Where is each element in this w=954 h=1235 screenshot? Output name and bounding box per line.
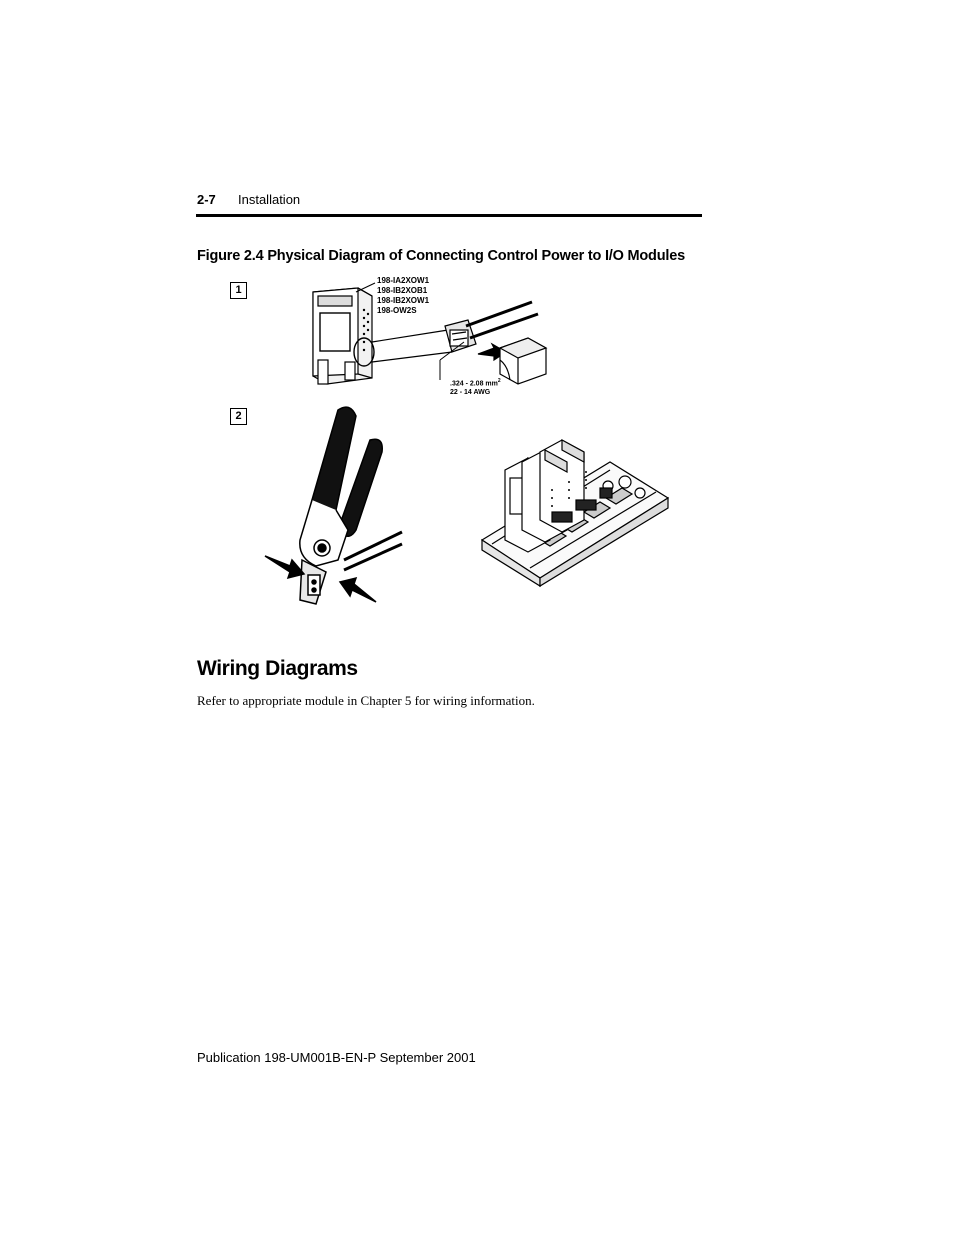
io-rack-drawing [482,440,668,586]
crimp-tool-drawing [265,407,402,604]
wire-size-awg: 22 - 14 AWG [450,389,491,397]
wire-size-mm-superscript: 2 [497,378,501,384]
model-number: 198-OW2S [377,306,417,315]
section-body-text: Refer to appropriate module in Chapter 5 for wiring information. [197,693,535,708]
model-number: 198-IB2XOW1 [377,296,430,305]
model-number: 198-IB2XOB1 [377,286,428,295]
page-number: 2-7 [197,192,216,207]
wire-size-mm: .324 - 2.08 mm [450,380,498,388]
model-number: 198-IA2XOW1 [377,276,430,285]
figure-title: Figure 2.4 Physical Diagram of Connecting Control Power to I/O Modules [197,248,685,264]
step-2-label: 2 [230,408,247,425]
publication-footer: Publication 198-UM001B-EN-P September 2001 [197,1050,476,1065]
step-1-label: 1 [230,282,247,299]
section-heading: Wiring Diagrams [197,657,358,680]
section-title: Installation [238,192,301,207]
